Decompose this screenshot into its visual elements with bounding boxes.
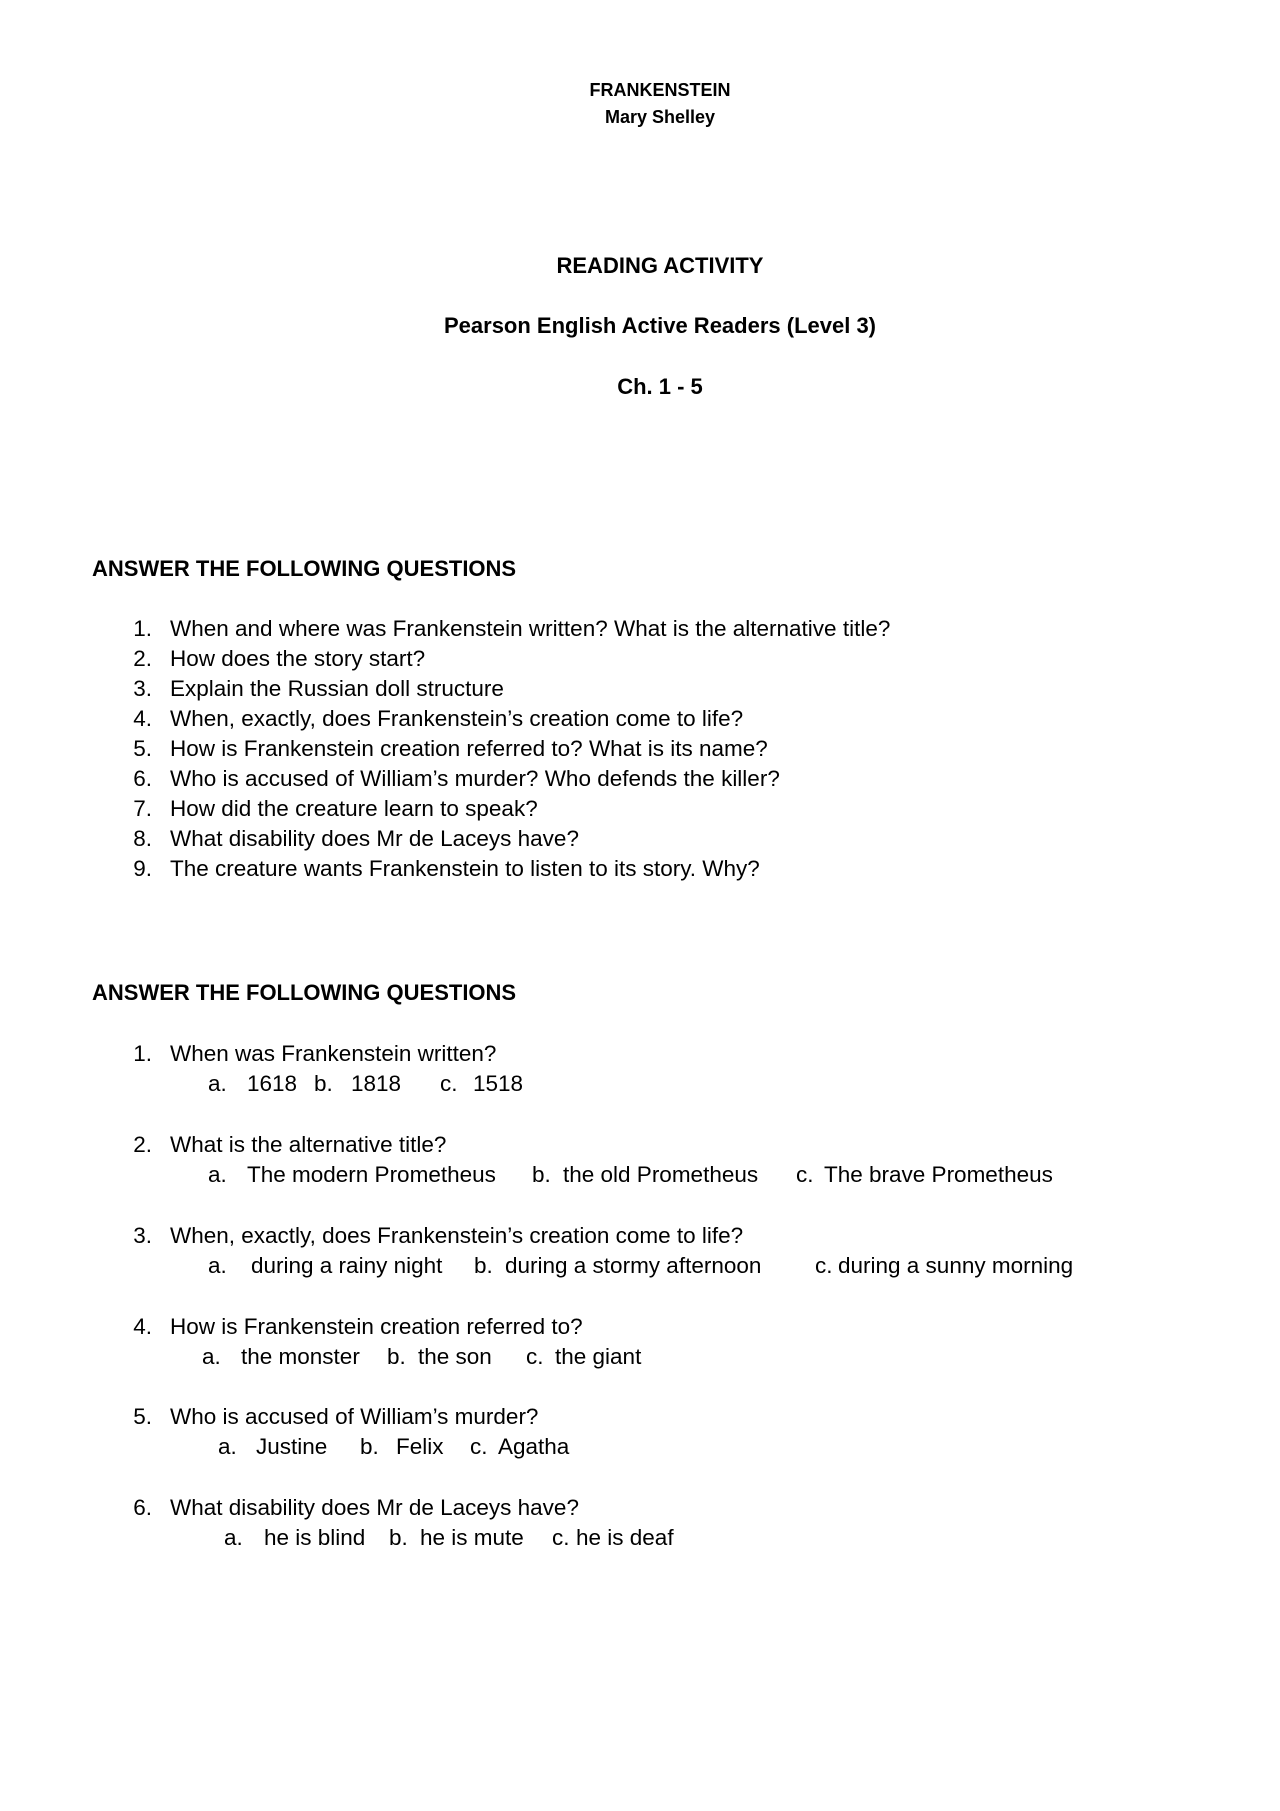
option-label: a.: [208, 1162, 227, 1187]
option-label: b.: [474, 1253, 493, 1278]
option-label: a.: [208, 1253, 227, 1278]
option-text: during a sunny morning: [838, 1253, 1074, 1278]
option-text: the monster: [241, 1344, 360, 1369]
option-label: c.: [552, 1525, 570, 1550]
chapters-range: Ch. 1 - 5: [617, 374, 703, 399]
option-text: 1818: [351, 1071, 402, 1096]
option-text: the old Prometheus: [563, 1162, 759, 1187]
option-label: a.: [202, 1344, 221, 1369]
option-text: the son: [418, 1344, 492, 1369]
option-text: he is blind: [264, 1525, 366, 1550]
option-text: he is deaf: [576, 1525, 674, 1550]
option-label: b.: [360, 1434, 379, 1459]
option-label: b.: [387, 1344, 406, 1369]
option-label: c.: [526, 1344, 544, 1369]
option-text: during a rainy night: [251, 1253, 443, 1278]
option-text: 1518: [473, 1071, 524, 1096]
option-label: c.: [470, 1434, 488, 1459]
option-text: 1618: [247, 1071, 298, 1096]
option-text: he is mute: [420, 1525, 524, 1550]
option-text: The brave Prometheus: [824, 1162, 1053, 1187]
option-label: a.: [218, 1434, 237, 1459]
section1-heading: ANSWER THE FOLLOWING QUESTIONS: [92, 556, 517, 581]
option-label: c.: [440, 1071, 458, 1096]
activity-title: READING ACTIVITY: [556, 253, 764, 278]
option-text: Justine: [256, 1434, 328, 1459]
option-label: b.: [532, 1162, 551, 1187]
option-label: b.: [389, 1525, 408, 1550]
option-text: during a stormy afternoon: [505, 1253, 762, 1278]
book-title: FRANKENSTEIN: [589, 80, 731, 100]
option-label: a.: [224, 1525, 243, 1550]
option-label: a.: [208, 1071, 227, 1096]
series-title: Pearson English Active Readers (Level 3): [443, 313, 877, 338]
option-text: the giant: [555, 1344, 642, 1369]
option-label: c.: [815, 1253, 833, 1278]
section2-heading: ANSWER THE FOLLOWING QUESTIONS: [92, 980, 517, 1005]
author-name: Mary Shelley: [604, 107, 716, 127]
option-label: c.: [796, 1162, 814, 1187]
option-text: The modern Prometheus: [247, 1162, 496, 1187]
option-text: Felix: [396, 1434, 444, 1459]
option-text: Agatha: [498, 1434, 570, 1459]
option-label: b.: [314, 1071, 333, 1096]
